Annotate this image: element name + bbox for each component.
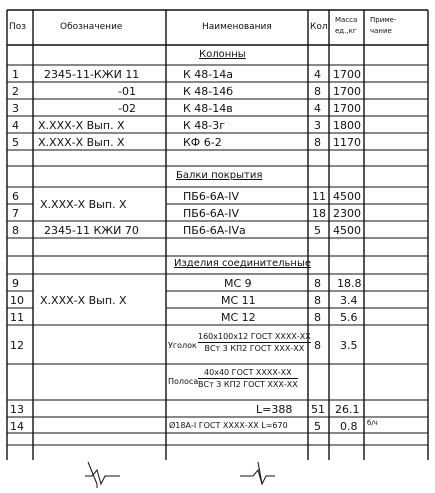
row-pos: 1 [12,68,19,81]
row-designation: Х.ХХХ-Х Вып. Х [38,136,125,149]
section-beams: Балки покрытия [176,170,263,181]
row-name: МС 12 [221,311,256,324]
row-qty: 18 [312,207,326,220]
row-pos: 9 [12,277,19,290]
row-name: К 48-14в [183,102,233,115]
row-name-top: 40х40 ГОСТ ХХХХ-ХХ [198,368,298,379]
row-mass: 26.1 [335,403,360,416]
row-mass: 0.8 [340,420,358,433]
row-pos: 8 [12,224,19,237]
row-name: L=388 [256,403,293,416]
row-name: МС 9 [224,277,252,290]
row-name: ПБ6-6А-IV [183,190,240,203]
row-designation: 2345-11-КЖИ 11 [44,68,140,81]
header-note-2: чание [370,27,392,35]
row-mass: 1700 [333,68,361,81]
row-name: К 48-14а [183,68,234,81]
row-qty: 8 [314,85,321,98]
header-note-1: Приме- [370,16,397,24]
section-columns: Колонны [199,49,246,60]
header-name: Наименования [202,22,272,32]
header-pos: Поз [9,22,27,32]
row-name: Ø18А-I ГОСТ ХХХХ-ХХ L=670 [169,421,288,430]
row-pos: 10 [10,294,24,307]
row-qty: 5 [314,224,321,237]
row-qty: 4 [314,102,321,115]
row-name: КФ 6-2 [183,136,222,149]
row-name-fraction [198,368,298,389]
row-qty: 5 [314,420,321,433]
row-qty: 8 [314,136,321,149]
row-name: К 48-3г [183,119,226,132]
row-name: МС 11 [221,294,256,307]
row-pos: 11 [10,311,24,324]
row-qty: 51 [311,403,325,416]
row-mass: 18.8 [337,277,362,290]
header-mass-1: Масса [335,16,358,24]
row-pos: 6 [12,190,19,203]
row-pos: 14 [10,420,24,433]
row-name-bottom: ВСт 3 КП2 ГОСТ ХХХ-ХХ [198,380,298,389]
row-designation: -02 [118,102,136,115]
row-name: ПБ6-6А-IVа [183,224,246,237]
row-pos: 12 [10,339,24,352]
row-mass: 3.5 [340,339,358,352]
header-mass-2: ед.,кг [335,27,357,35]
row-mass: 4500 [333,224,361,237]
row-pos: 13 [10,403,24,416]
row-name: ПБ6-6А-IV [183,207,240,220]
row-name-prefix: Уголок [168,341,197,350]
row-mass: 1700 [333,85,361,98]
row-mass: 5.6 [340,311,358,324]
row-pos: 2 [12,85,19,98]
row-designation: Х.ХХХ-Х Вып. Х [40,294,127,307]
row-mass: 1700 [333,102,361,115]
row-mass: 3.4 [340,294,358,307]
header-qty: Кол. [310,22,331,32]
row-note: б/ч [367,419,378,427]
row-name-prefix: Полоса [168,377,199,386]
row-qty: 8 [314,277,321,290]
row-qty: 8 [314,294,321,307]
row-mass: 1800 [333,119,361,132]
row-name-bottom: ВСт 3 КП2 ГОСТ ХХХ-ХХ [204,344,305,353]
row-qty: 11 [312,190,326,203]
row-qty: 3 [314,119,321,132]
row-pos: 4 [12,119,19,132]
header-designation: Обозначение [60,22,123,32]
row-pos: 3 [12,102,19,115]
row-designation: -01 [118,85,136,98]
row-designation: Х.ХХХ-Х Вып. Х [40,198,127,211]
row-name: К 48-14б [183,85,234,98]
row-mass: 4500 [333,190,361,203]
row-pos: 7 [12,207,19,220]
row-designation: Х.ХХХ-Х Вып. Х [38,119,125,132]
section-products: Изделия соединительные [174,258,312,269]
row-designation: 2345-11 КЖИ 70 [44,224,139,237]
row-mass: 1170 [333,136,361,149]
row-pos: 5 [12,136,19,149]
row-mass: 2300 [333,207,361,220]
row-name-top: 160х100х12 ГОСТ ХХХХ-ХХ [198,332,311,341]
row-qty: 4 [314,68,321,81]
row-qty: 8 [314,311,321,324]
row-name-fraction [198,332,311,353]
row-qty: 8 [314,339,321,352]
